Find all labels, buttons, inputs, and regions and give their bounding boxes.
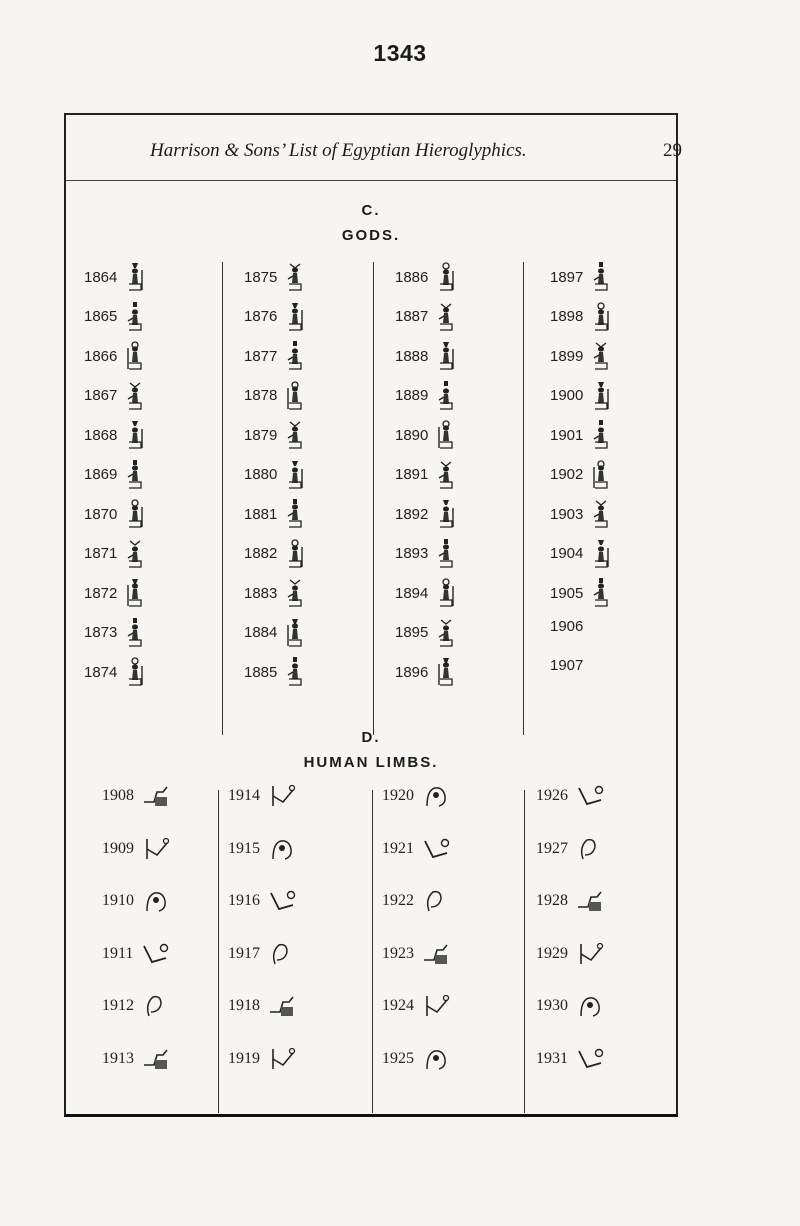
human-limb-icon	[421, 887, 451, 915]
entry-number: 1911	[102, 944, 134, 962]
list-item	[228, 782, 297, 810]
human-limb-icon	[421, 782, 451, 810]
column-divider	[222, 262, 223, 735]
running-header-title: Harrison & Sons’ List of Egyptian Hieroglyphics.	[150, 140, 527, 161]
entry-number: 1908	[102, 787, 134, 804]
seated-god-icon	[124, 381, 146, 411]
running-header-page: 29	[663, 140, 682, 161]
list-item	[536, 887, 605, 915]
seated-god-icon	[435, 262, 457, 292]
list-item	[395, 460, 457, 490]
human-limb-icon	[141, 835, 171, 863]
entry-number: 1874	[84, 663, 118, 681]
entry-number: 1899	[550, 347, 584, 365]
list-item	[536, 835, 605, 863]
list-item	[228, 835, 297, 863]
seated-god-icon	[284, 302, 306, 332]
entry-number: 1864	[84, 268, 118, 286]
seated-god-icon	[590, 420, 612, 450]
list-item	[382, 940, 451, 968]
list-item	[536, 992, 605, 1020]
entry-number: 1913	[102, 1049, 134, 1067]
human-limb-icon	[575, 1045, 605, 1073]
list-item	[84, 420, 146, 450]
list-item	[102, 887, 171, 915]
entry-number: 1886	[395, 268, 429, 286]
list-item	[382, 1045, 451, 1073]
entry-number: 1865	[84, 308, 118, 325]
list-item	[382, 992, 451, 1020]
human-limb-icon	[141, 782, 171, 810]
seated-god-icon	[435, 578, 457, 608]
seated-god-icon	[124, 618, 146, 648]
section-c-title: GODS.	[341, 227, 401, 244]
seated-god-icon	[435, 341, 457, 371]
seated-god-icon	[124, 460, 146, 490]
list-item	[395, 420, 457, 450]
entry-number: 1926	[536, 787, 568, 804]
list-item	[244, 262, 306, 292]
entry-number: 1880	[244, 466, 278, 483]
section-d-letter: D.	[361, 729, 381, 746]
seated-god-icon	[284, 420, 306, 450]
list-item	[228, 887, 297, 915]
entry-number: 1878	[244, 387, 278, 404]
list-item	[395, 302, 457, 332]
seated-god-icon	[124, 420, 146, 450]
list-item	[382, 835, 451, 863]
list-item	[84, 460, 146, 490]
seated-god-icon	[124, 657, 146, 687]
human-limb-icon	[421, 992, 451, 1020]
entry-number: 1889	[395, 387, 429, 404]
entry-number: 1868	[84, 426, 118, 444]
seated-god-icon	[284, 341, 306, 371]
seated-god-icon	[435, 460, 457, 490]
list-item	[550, 302, 612, 332]
entry-number: 1885	[244, 663, 278, 681]
list-item	[395, 381, 457, 411]
seated-god-icon	[124, 499, 146, 529]
list-item	[102, 940, 170, 968]
seated-god-icon	[284, 578, 306, 608]
entry-number: 1922	[382, 892, 414, 909]
list-item	[84, 657, 146, 687]
entry-number: 1879	[244, 426, 278, 444]
column-divider	[523, 262, 524, 735]
column-divider	[372, 790, 373, 1113]
list-item	[550, 420, 612, 450]
entry-number: 1910	[102, 892, 134, 909]
list-item	[550, 578, 612, 608]
entry-number: 1923	[382, 944, 414, 962]
list-item	[84, 381, 146, 411]
entry-number: 1929	[536, 944, 568, 962]
list-item	[550, 460, 612, 490]
list-item	[244, 657, 306, 687]
column-divider	[218, 790, 219, 1113]
seated-god-icon	[124, 539, 146, 569]
list-item	[102, 835, 171, 863]
list-item	[228, 940, 297, 968]
entry-number: 1919	[228, 1049, 260, 1067]
list-item	[244, 420, 306, 450]
list-item	[382, 887, 451, 915]
entry-number: 1902	[550, 466, 584, 483]
entry-number: 1901	[550, 426, 584, 444]
human-limb-icon	[575, 940, 605, 968]
page-number: 1343	[373, 40, 427, 66]
entry-number: 1894	[395, 584, 429, 602]
seated-god-icon	[590, 262, 612, 292]
entry-number: 1884	[244, 624, 278, 641]
entry-number: 1909	[102, 839, 134, 857]
entry-number: 1891	[395, 466, 429, 483]
seated-god-icon	[590, 539, 612, 569]
entry-number: 1912	[102, 997, 134, 1014]
seated-god-icon	[590, 341, 612, 371]
column-divider	[373, 262, 374, 735]
seated-god-icon	[435, 381, 457, 411]
entry-number: 1888	[395, 347, 429, 365]
seated-god-icon	[435, 539, 457, 569]
seated-god-icon	[435, 499, 457, 529]
list-item	[395, 341, 457, 371]
entry-number: 1927	[536, 839, 568, 857]
list-item	[244, 539, 306, 569]
entry-number: 1877	[244, 347, 278, 365]
list-item	[536, 782, 605, 810]
list-item	[228, 1045, 297, 1073]
list-item	[395, 539, 457, 569]
header-rule	[66, 180, 676, 181]
entry-number: 1883	[244, 584, 278, 602]
human-limb-icon	[267, 992, 297, 1020]
entry-number: 1906	[550, 617, 584, 635]
human-limb-icon	[267, 940, 297, 968]
list-item	[244, 578, 306, 608]
seated-god-icon	[435, 420, 457, 450]
list-item	[536, 940, 605, 968]
entry-number: 1931	[536, 1049, 568, 1067]
entry-number: 1916	[228, 892, 260, 909]
entry-number: 1873	[84, 624, 118, 641]
seated-god-icon	[284, 499, 306, 529]
list-item	[395, 578, 457, 608]
entry-number: 1918	[228, 997, 260, 1014]
human-limb-icon	[421, 1045, 451, 1073]
list-item	[244, 499, 306, 529]
list-item	[550, 539, 612, 569]
seated-god-icon	[284, 539, 306, 569]
entry-number: 1917	[228, 944, 260, 962]
list-item	[550, 381, 612, 411]
entry-number: 1898	[550, 308, 584, 325]
list-item	[550, 341, 612, 371]
human-limb-icon	[267, 887, 297, 915]
seated-god-icon	[124, 578, 146, 608]
list-item	[84, 262, 146, 292]
list-item	[84, 578, 146, 608]
list-item	[244, 381, 306, 411]
human-limb-icon	[575, 835, 605, 863]
entry-number: 1895	[395, 624, 429, 641]
human-limb-icon	[141, 992, 171, 1020]
human-limb-icon	[575, 887, 605, 915]
entry-number: 1869	[84, 466, 118, 483]
list-item	[84, 618, 146, 648]
entry-number: 1882	[244, 545, 278, 562]
list-item	[244, 618, 306, 648]
entry-number: 1920	[382, 787, 414, 804]
entry-number: 1905	[550, 584, 584, 602]
entry-number: 1893	[395, 545, 429, 562]
list-item	[536, 1045, 605, 1073]
human-limb-icon	[267, 835, 297, 863]
list-item	[102, 992, 171, 1020]
list-item	[102, 1045, 171, 1073]
human-limb-icon	[575, 782, 605, 810]
entry-number: 1928	[536, 892, 568, 909]
list-item	[228, 992, 297, 1020]
seated-god-icon	[590, 302, 612, 332]
list-item	[395, 657, 457, 687]
seated-god-icon	[590, 499, 612, 529]
section-c-letter: C.	[361, 202, 381, 219]
human-limb-icon	[267, 1045, 297, 1073]
seated-god-icon	[124, 302, 146, 332]
column-divider	[524, 790, 525, 1113]
entry-number: 1896	[395, 663, 429, 681]
section-d-title: HUMAN LIMBS.	[303, 754, 439, 771]
entry-number: 1930	[536, 997, 568, 1014]
seated-god-icon	[284, 381, 306, 411]
seated-god-icon	[435, 618, 457, 648]
list-item	[382, 782, 451, 810]
entry-number: 1907	[550, 657, 584, 674]
list-item	[102, 782, 171, 810]
human-limb-icon	[140, 940, 170, 968]
list-item	[84, 499, 146, 529]
entry-number: 1887	[395, 308, 429, 325]
list-item	[84, 341, 146, 371]
entry-number: 1871	[84, 545, 118, 562]
entry-number: 1924	[382, 997, 414, 1014]
human-limb-icon	[267, 782, 297, 810]
seated-god-icon	[435, 657, 457, 687]
entry-number: 1872	[84, 584, 118, 602]
seated-god-icon	[435, 302, 457, 332]
list-item	[395, 618, 457, 648]
human-limb-icon	[421, 940, 451, 968]
list-item	[550, 657, 583, 674]
seated-god-icon	[590, 460, 612, 490]
entry-number: 1925	[382, 1049, 414, 1067]
list-item	[244, 341, 306, 371]
seated-god-icon	[284, 618, 306, 648]
list-item	[244, 460, 306, 490]
list-item	[550, 262, 612, 292]
seated-god-icon	[124, 262, 146, 292]
entry-number: 1881	[244, 505, 278, 523]
entry-number: 1876	[244, 308, 278, 325]
list-item	[244, 302, 306, 332]
seated-god-icon	[284, 460, 306, 490]
human-limb-icon	[141, 1045, 171, 1073]
seated-god-icon	[590, 578, 612, 608]
list-item	[550, 499, 612, 529]
seated-god-icon	[284, 262, 306, 292]
entry-number: 1897	[550, 268, 584, 286]
human-limb-icon	[575, 992, 605, 1020]
entry-number: 1890	[395, 426, 429, 444]
list-item	[395, 262, 457, 292]
entry-number: 1921	[382, 839, 414, 857]
seated-god-icon	[284, 657, 306, 687]
entry-number: 1892	[395, 505, 429, 523]
list-item	[550, 618, 583, 635]
entry-number: 1903	[550, 505, 584, 523]
human-limb-icon	[421, 835, 451, 863]
entry-number: 1867	[84, 387, 118, 404]
entry-number: 1914	[228, 787, 260, 804]
list-item	[395, 499, 457, 529]
seated-god-icon	[590, 381, 612, 411]
entry-number: 1875	[244, 268, 278, 286]
entry-number: 1904	[550, 545, 584, 562]
entry-number: 1870	[84, 505, 118, 523]
entry-number: 1866	[84, 347, 118, 365]
entry-number: 1900	[550, 387, 584, 404]
human-limb-icon	[141, 887, 171, 915]
entry-number: 1915	[228, 839, 260, 857]
seated-god-icon	[124, 341, 146, 371]
list-item	[84, 539, 146, 569]
list-item	[84, 302, 146, 332]
